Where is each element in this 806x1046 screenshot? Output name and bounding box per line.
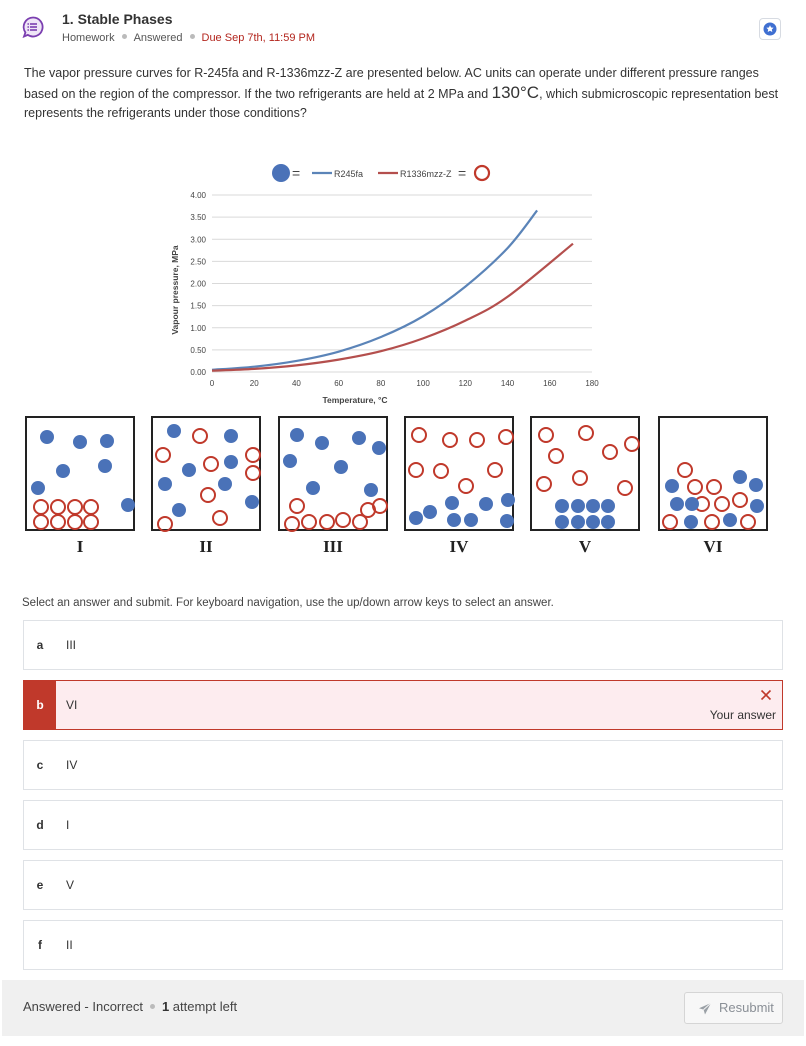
choice-letter: e	[36, 878, 44, 892]
y-tick-label: 3.00	[190, 235, 206, 245]
choice-letter: a	[36, 638, 44, 652]
vapor-pressure-chart	[160, 158, 620, 408]
answer-instructions: Select an answer and submit. For keyboard navigation, use the up/down arrow keys to select an answer.	[22, 597, 554, 609]
y-tick-label: 0.50	[190, 345, 206, 355]
representation-label-iii: III	[323, 537, 343, 556]
choice-text: V	[66, 878, 75, 892]
representation-box-iv	[404, 416, 514, 531]
answer-choice-d[interactable]	[23, 800, 783, 850]
answer-choice-a[interactable]	[23, 620, 783, 670]
representation-box-ii	[151, 416, 261, 531]
question-prompt	[24, 64, 784, 123]
particles-ii	[153, 418, 263, 533]
representation-box-i	[25, 416, 135, 531]
bookmark-button[interactable]	[759, 18, 781, 40]
x-axis-label: Temperature, °C	[322, 395, 388, 405]
particles-i	[27, 418, 137, 533]
result-text: Answered - Incorrect	[23, 999, 143, 1014]
resubmit-button[interactable]	[684, 992, 783, 1024]
chart-legend	[272, 164, 489, 182]
attempts-count: 1	[161, 999, 170, 1014]
x-tick-label: 80	[376, 379, 386, 388]
chart-series	[212, 210, 573, 370]
question-status: Answered	[133, 32, 183, 44]
representation-box-vi	[658, 416, 768, 531]
separator-dot	[122, 34, 127, 39]
answer-choice-e[interactable]	[23, 860, 783, 910]
incorrect-x-icon	[760, 689, 772, 701]
answer-choice-b[interactable]	[23, 680, 783, 730]
legend-label-r245fa: R245fa	[334, 169, 364, 179]
representation-label-iv: IV	[449, 537, 469, 556]
y-tick-label: 1.00	[190, 323, 206, 333]
choice-text: III	[66, 638, 77, 652]
due-date: Due Sep 7th, 11:59 PM	[201, 32, 316, 44]
attempts-text: attempt left	[172, 999, 238, 1014]
prompt-text: The vapor pressure curves for R-245fa and R-1336mzz-Z are presented below. AC units can operate under different pressure ranges based on the region of the compressor. If the two refrigerants are held at 2 MPa and	[24, 66, 759, 101]
send-icon	[698, 1002, 712, 1016]
your-answer-label: Your answer	[709, 708, 776, 722]
legend-equals-left: =	[292, 165, 301, 181]
prompt-temperature: 130°C	[491, 83, 540, 102]
separator-dot	[190, 34, 195, 39]
legend-equals-right: =	[458, 165, 467, 181]
x-tick-label: 160	[543, 379, 557, 388]
submicroscopic-representations	[0, 410, 806, 565]
submission-status	[23, 999, 237, 1014]
submission-footer	[2, 980, 804, 1036]
particles-iv	[406, 418, 516, 533]
choice-letter: f	[38, 938, 42, 952]
x-tick-label: 120	[458, 379, 473, 388]
question-type: Homework	[62, 32, 115, 44]
particle	[31, 430, 135, 512]
y-tick-label: 2.00	[190, 279, 206, 289]
choice-letter: c	[36, 758, 44, 772]
y-tick-label: 0.00	[190, 368, 206, 377]
y-axis-label: Vapour pressure, MPa	[170, 245, 180, 335]
question-meta	[62, 32, 315, 44]
x-tick-label: 20	[249, 379, 259, 388]
prompt-text-end: , which submicroscopic representation best represents the refrigerants under those conditions?	[24, 87, 779, 120]
legend-red-particle	[475, 166, 489, 180]
x-tick-label: 100	[416, 379, 430, 388]
choice-text: VI	[66, 698, 78, 712]
representation-box-iii	[278, 416, 388, 531]
particle	[34, 500, 98, 529]
choice-letter: d	[36, 818, 44, 832]
representation-label-vi: VI	[703, 537, 723, 556]
x-tick-label: 0	[209, 379, 215, 388]
question-header	[0, 0, 806, 60]
x-tick-label: 40	[291, 379, 301, 388]
legend-label-r1336mzz: R1336mzz-Z	[400, 169, 452, 179]
y-tick-label: 1.50	[190, 301, 206, 311]
choice-letter: b	[24, 681, 56, 729]
representation-box-v	[530, 416, 640, 531]
series-line-r245fa	[212, 210, 537, 369]
x-tick-labels	[210, 379, 599, 388]
y-tick-label: 2.50	[190, 257, 206, 267]
representation-label-ii: II	[199, 537, 213, 556]
answer-choice-c[interactable]	[23, 740, 783, 790]
particles-iii	[280, 418, 390, 533]
question-list-icon	[22, 16, 44, 38]
representation-label-i: I	[76, 537, 84, 556]
choice-text: IV	[66, 758, 78, 772]
x-tick-label: 140	[500, 379, 515, 388]
particles-vi	[660, 418, 770, 533]
choice-text: II	[66, 938, 73, 952]
separator-dot	[150, 1004, 155, 1009]
particles-v	[532, 418, 642, 533]
star-badge-icon	[763, 22, 777, 36]
representation-label-v: V	[578, 537, 592, 556]
question-title: 1. Stable Phases	[62, 11, 173, 27]
legend-blue-particle	[272, 164, 290, 182]
series-line-r1336mzz-z	[212, 244, 573, 371]
x-tick-label: 60	[334, 379, 344, 388]
y-tick-label: 3.50	[190, 213, 206, 223]
y-tick-labels	[190, 191, 206, 377]
y-tick-label: 4.00	[190, 191, 206, 200]
x-tick-label: 180	[585, 379, 599, 388]
resubmit-label: Resubmit	[719, 1000, 774, 1015]
choice-text: I	[66, 818, 70, 832]
answer-choice-f[interactable]	[23, 920, 783, 970]
